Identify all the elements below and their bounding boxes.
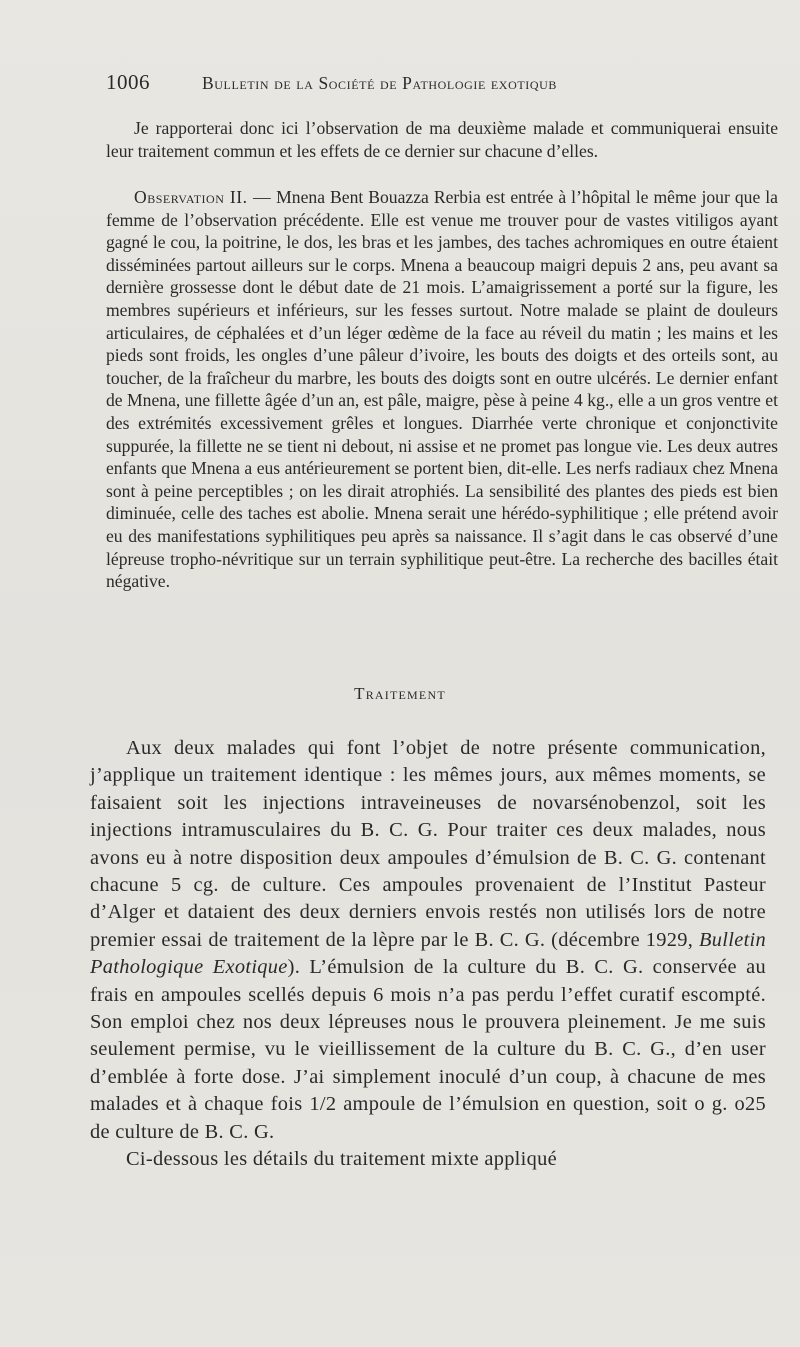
treatment-text-part1: Aux deux malades qui font l’objet de notre présente communication, j’applique un traitement identique : les mêmes jours, aux mêmes moments, se faisaient soit les injections intraveineuses de novarsénobenzol, soit les injections intramusculaires du B. C. G. Pour traiter ces deux malades, nous avons eu à notre disposition deux ampoules d’émulsion de B. C. G. contenant chacune 5 cg. de culture. Ces ampoules provenaient de l’Institut Pasteur d’Alger et dataient des deux derniers envois restés non utilisés lors de notre premier essai de traitement de la lèpre par le B. C. G. (décembre 1929, xyxy=(90,737,766,951)
treatment-paragraph xyxy=(90,735,766,1146)
treatment-block xyxy=(90,735,766,1174)
intro-block xyxy=(106,117,778,162)
observation-label: Observation II. — xyxy=(134,187,272,207)
treatment-text-part2: ). L’émulsion de la culture du B. C. G. conservée au frais en ampoules scellés depuis 6 mois n’a pas perdu l’effet curatif escompté. Son emploi chez nos deux lépreuses nous le prouvera pleinement. Je me suis seulement permise, vu le vieillissement de la culture du B. C. G., d’en user d’emblée à forte dose. J’ai simplement inoculé d’un coup, à chacune de mes malades et à chaque fois 1/2 ampoule de l’émulsion en question, soit o g. o25 de culture de B. C. G. xyxy=(90,956,766,1143)
observation-text: Mnena Bent Bouazza Rerbia est entrée à l’hôpital le même jour que la femme de l’observation précédente. Elle est venue me trouver pour de vastes vitiligos ayant gagné le cou, la poitrine, le dos, les bras et les jambes, des taches achromiques en outre étaient disséminées partout ailleurs sur le corps. Mnena a beaucoup maigri depuis 2 ans, peu avant sa dernière grossesse dont le début date de 21 mois. L’amaigrissement a porté sur la figure, les membres supérieurs et inférieurs, sur les fesses surtout. Notre malade se plaint de douleurs articulaires, de céphalées et d’un léger œdème de la face au réveil du matin ; les mains et les pieds sont froids, les ongles d’une pâleur d’ivoire, les bouts des doigts et des orteils sont, au toucher, de la fraîcheur du marbre, les bouts des doigts sont en outre ulcérés. Le dernier enfant de Mnena, une fillette âgée d’un an, est pâle, maigre, pèse à peine 4 kg., elle a un gros ventre et des extrémités excessivement grêles et longues. Diarrhée verte chronique et conjonctivite suppurée, la fillette ne se tient ni debout, ni assise et ne promet pas longue vie. Les deux autres enfants que Mnena a eus antérieurement se portent bien, dit-elle. Les nerfs radiaux chez Mnena sont à peine perceptibles ; on les dirait atrophiés. La sensibilité des plantes des pieds est bien diminuée, celle des taches est abolie. Mnena serait une hérédo-syphilitique ; elle prétend avoir eu des manifestations syphilitiques peu après sa naissance. Il s’agit dans le cas observé d’une lépreuse tropho-névritique sur un terrain syphilitique peut-être. La recherche des bacilles était négative. xyxy=(106,187,778,592)
page-number: 1006 xyxy=(106,70,150,94)
closing-line: Ci-dessous les détails du traitement mixte appliqué xyxy=(126,1148,557,1171)
observation-block xyxy=(106,186,778,593)
intro-paragraph: Je rapporterai donc ici l’observation de ma deuxième malade et communiquerai ensuite leur traitement commun et les effets de ce dernier sur chacune d’elles. xyxy=(106,118,778,161)
running-title: Bulletin de la Société de Pathologie exotiqub xyxy=(202,73,557,93)
section-heading: Traitement xyxy=(354,684,446,703)
page-header xyxy=(106,70,766,100)
observation-paragraph xyxy=(106,186,778,593)
citation-title: Bulletin Pathologique Exotique xyxy=(90,928,766,979)
